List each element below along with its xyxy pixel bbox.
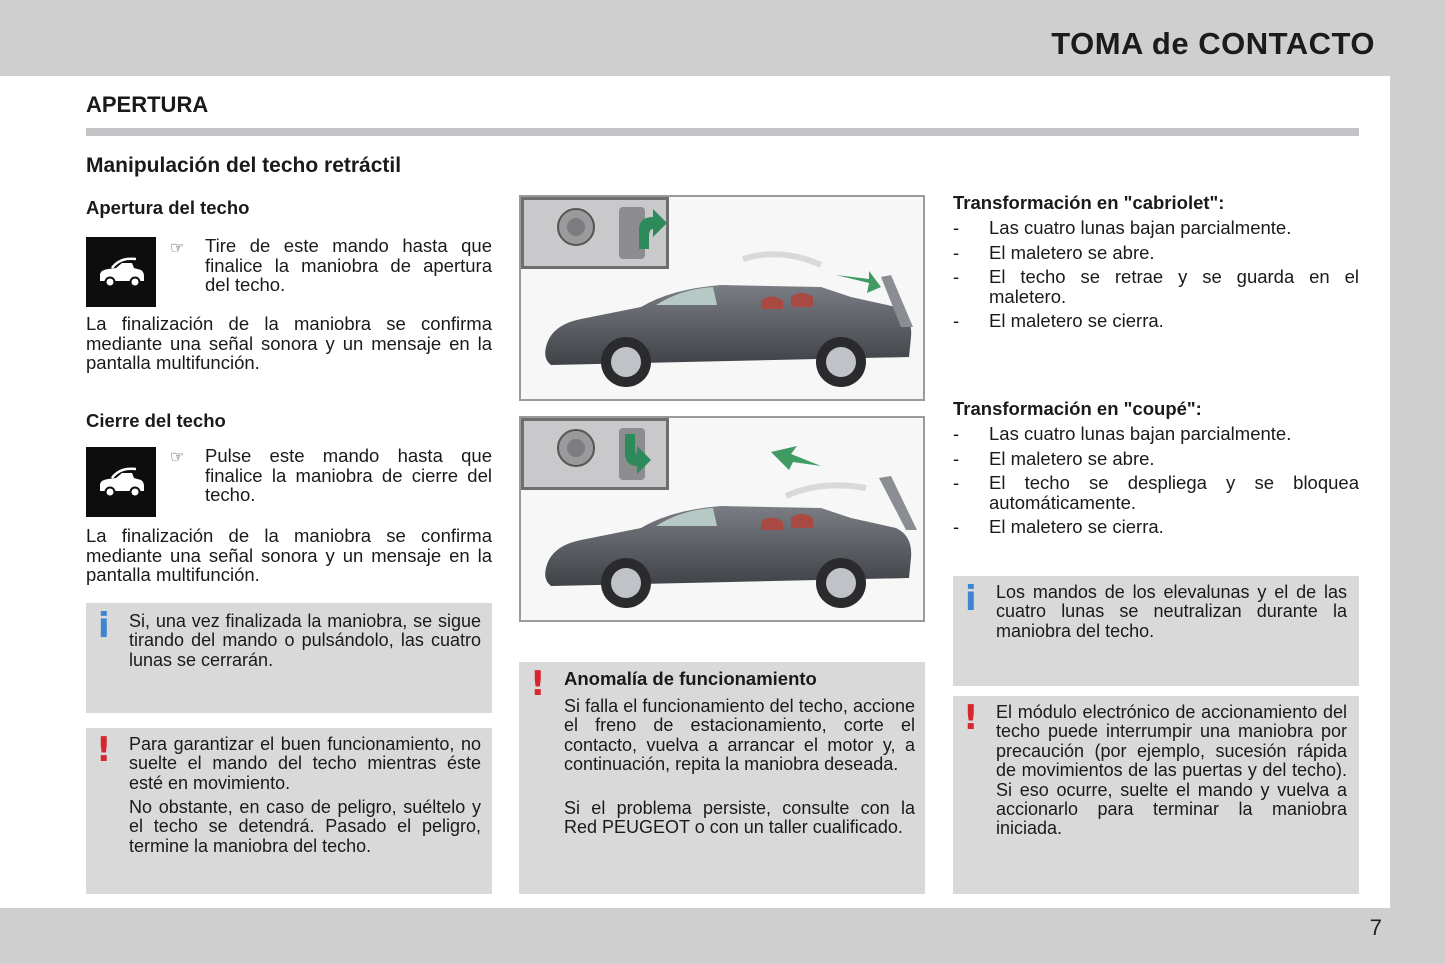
list-item: - El techo se retrae y se guarda en el maletero. <box>953 266 1359 307</box>
warning-icon: ! <box>963 698 979 738</box>
info-icon: i <box>965 579 977 619</box>
list-item: - El techo se despliega y se bloquea automáticamente. <box>953 472 1359 513</box>
malfunction-title: Anomalía de funcionamiento <box>564 668 817 689</box>
closing-instruction: Pulse este mando hasta que finalice la maniobra de cierre del techo. <box>205 445 492 505</box>
warning-note-text: El módulo electrónico de accionamiento del techo puede interrumpir una maniobra por precaución (por ejemplo, sucesión rápida de movimientos de las puertas y del techo). Si eso ocurre, suelte el mando y vuelva a accionarlo para terminar la maniobra iniciada. <box>996 702 1347 839</box>
opening-title: Apertura del techo <box>86 197 250 218</box>
cabriolet-title: Transformación en "cabriolet": <box>953 192 1225 213</box>
coupe-steps <box>953 424 1359 542</box>
convertible-roof-button-icon <box>86 447 156 517</box>
malfunction-text-1: Si falla el funcionamiento del techo, accione el freno de estacionamiento, corte el contacto, vuelva a arrancar el motor y, a continuación, repita la maniobra deseada. <box>564 696 915 775</box>
warning-note-text-2: No obstante, en caso de peligro, suéltelo y el techo se detendrá. Pasado el peligro, termine la maniobra del techo. <box>129 797 481 856</box>
instruction-hand-icon: ☞ <box>170 240 185 257</box>
section-divider <box>86 128 1359 136</box>
list-item: - El maletero se abre. <box>953 447 1155 469</box>
convertible-roof-button-icon <box>86 237 156 307</box>
chapter-title: TOMA de CONTACTO <box>1051 26 1375 61</box>
list-item: - Las cuatro lunas bajan parcialmente. <box>953 423 1292 444</box>
cabriolet-steps <box>953 218 1359 336</box>
opening-confirmation: La finalización de la maniobra se confirma mediante una señal sonora y un mensaje en la pantalla multifunción. <box>86 313 492 373</box>
warning-icon: ! <box>530 664 546 704</box>
illustration-roof-opening <box>519 195 925 401</box>
coupe-title: Transformación en "coupé": <box>953 398 1202 419</box>
list-item: - El maletero se cierra. <box>953 516 1164 537</box>
info-note-text: Los mandos de los elevalunas y el de las cuatro lunas se neutralizan durante la maniobra del techo. <box>996 582 1347 641</box>
closing-confirmation: La finalización de la maniobra se confirma mediante una señal sonora y un mensaje en la pantalla multifunción. <box>86 525 492 585</box>
info-note-text: Si, una vez finalizada la maniobra, se sigue tirando del mando o pulsándolo, las cuatro lunas se cerrarán. <box>129 611 481 670</box>
info-icon: i <box>98 606 110 646</box>
list-item: - El maletero se abre. <box>953 241 1155 263</box>
closing-title: Cierre del techo <box>86 410 226 431</box>
instruction-hand-icon: ☞ <box>170 449 185 466</box>
list-item: - Las cuatro lunas bajan parcialmente. <box>953 217 1292 238</box>
opening-instruction: Tire de este mando hasta que finalice la maniobra de apertura del techo. <box>205 235 492 295</box>
warning-note-text-1: Para garantizar el buen funcionamiento, no suelte el mando del techo mientras éste esté en movimiento. <box>129 734 481 793</box>
section-title: APERTURA <box>86 92 209 117</box>
page-number: 7 <box>1369 915 1382 940</box>
warning-icon: ! <box>96 730 112 770</box>
list-item: - El maletero se cierra. <box>953 310 1164 331</box>
subsection-title: Manipulación del techo retráctil <box>86 154 402 177</box>
malfunction-text-2: Si el problema persiste, consulte con la Red PEUGEOT o con un taller cualificado. <box>564 798 915 838</box>
illustration-roof-closing <box>519 416 925 622</box>
